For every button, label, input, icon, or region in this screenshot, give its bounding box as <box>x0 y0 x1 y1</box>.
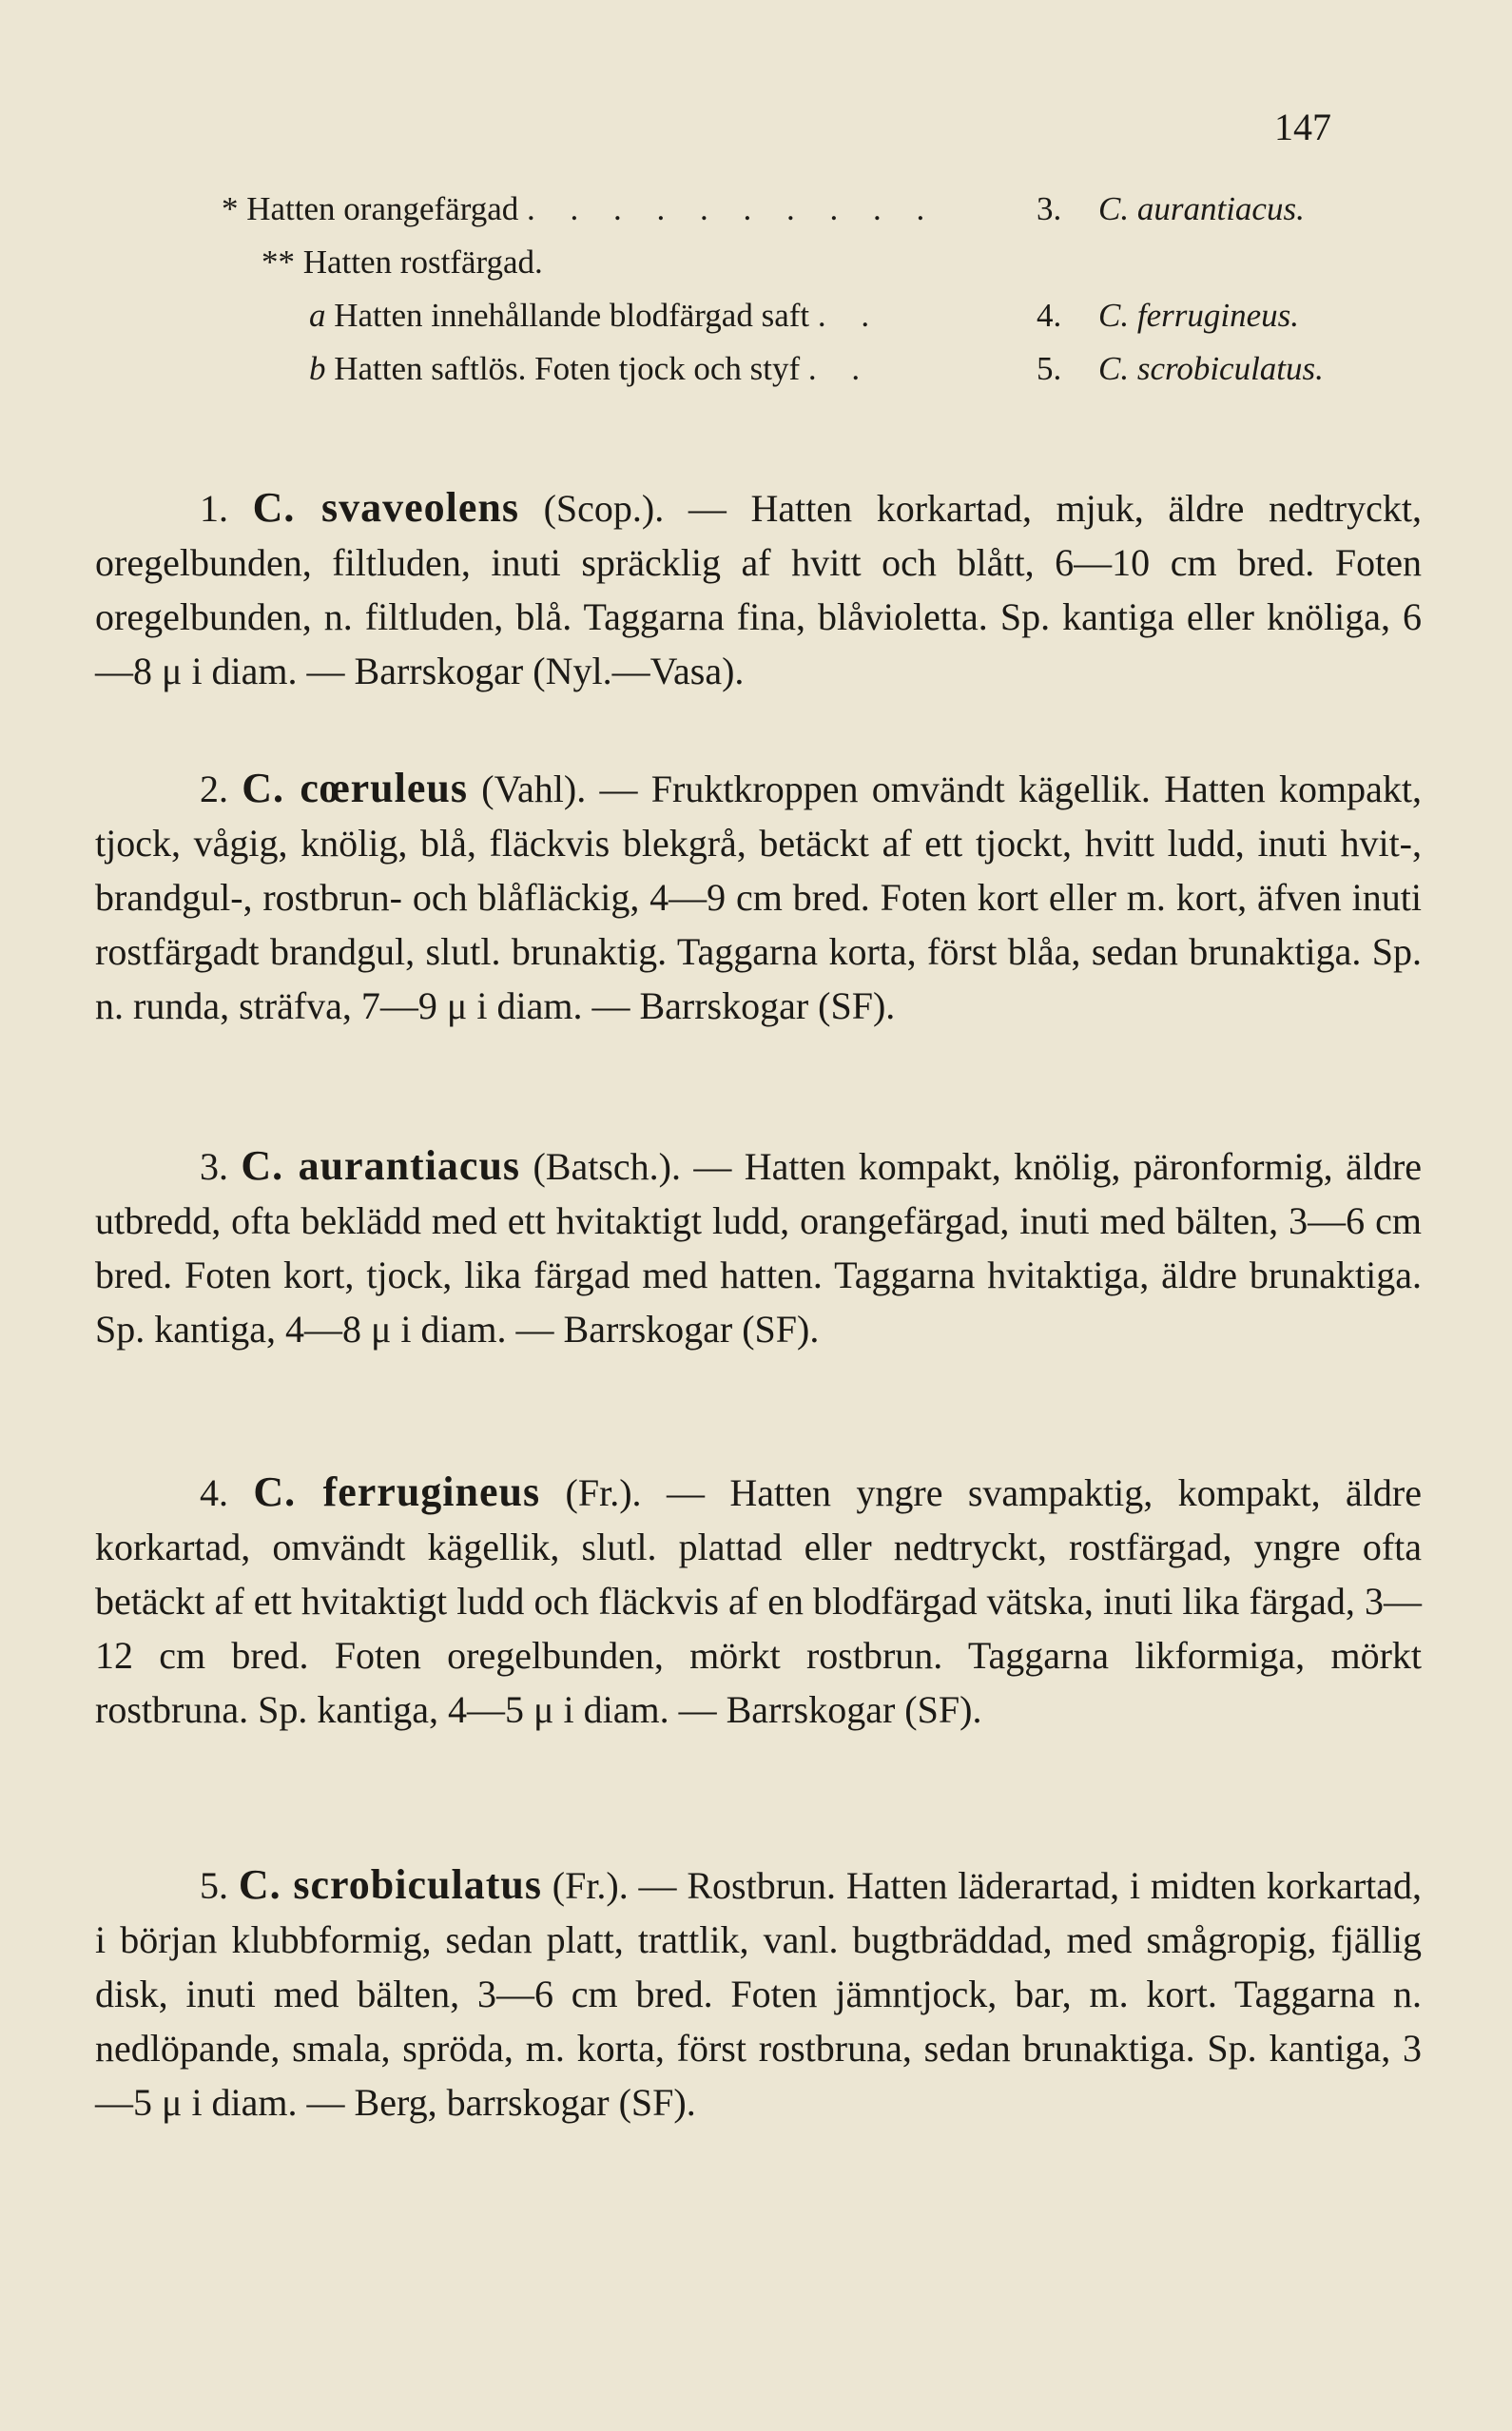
species-description: (Batsch.). — Hatten kompakt, knölig, päronformig, äldre utbredd, ofta beklädd med ett hvitaktigt ludd, orangefärgad, inuti med bälten, 3—6 cm bred. Foten kort, tjock, lika färgad med hatten. Taggarna hvitaktiga, äldre brunaktiga. Sp. kantiga, 4—8 μ i diam. — Barrskogar (SF). <box>95 1145 1423 1351</box>
species-name: C. ferrugineus <box>253 1468 541 1515</box>
key-number: 3. <box>1037 190 1062 227</box>
key-dots: . . <box>817 297 883 334</box>
key-marker: * <box>222 190 239 227</box>
species-entry <box>95 1138 1422 1356</box>
key-row <box>204 350 1384 403</box>
key-number: 5. <box>1037 350 1062 387</box>
species-number: 2. <box>200 768 228 810</box>
species-name: C. scrobiculatus <box>238 1861 542 1908</box>
species-description: (Scop.). — Hatten korkartad, mjuk, äldre nedtryckt, oregelbunden, filtluden, inuti spräcklig af hvitt och blått, 6—10 cm bred. Foten oregelbunden, n. filtluden, blå. Taggarna fina, blåvioletta. Sp. kantiga eller knöliga, 6—8 μ i diam. — Barrskogar (Nyl.—Vasa). <box>95 487 1422 692</box>
key-text: Hatten rostfärgad. <box>302 243 543 281</box>
key-text: Hatten innehållande blodfärgad saft <box>334 297 810 334</box>
key-marker: ** <box>262 243 295 281</box>
key-text: Hatten orangefärgad <box>246 190 519 227</box>
key-marker: b <box>309 350 326 387</box>
species-description: (Fr.). — Rostbrun. Hatten läderartad, i midten korkartad, i början klubbformig, sedan platt, trattlik, vanl. bugtbräddad, med smågropig, fjällig disk, inuti med bälten, 3—6 cm bred. Foten jämntjock, bar, m. kort. Taggarna n. nedlöpande, smala, spröda, m. korta, först rostbruna, sedan brunaktiga. Sp. kantiga, 3—5 μ i diam. — Berg, barrskogar (SF). <box>95 1864 1423 2124</box>
species-name: C. aurantiacus <box>241 1142 521 1189</box>
key-row <box>204 243 1384 297</box>
key-row <box>204 297 1384 350</box>
page-number: 147 <box>1274 106 1331 148</box>
key-species: C. aurantiacus. <box>1098 190 1305 227</box>
key-marker: a <box>309 297 326 334</box>
key-species: C. scrobiculatus. <box>1098 350 1324 387</box>
key-text: Hatten saftlös. Foten tjock och styf <box>334 350 801 387</box>
species-entry <box>95 1857 1422 2130</box>
key-species: C. ferrugineus. <box>1098 297 1299 334</box>
species-entry <box>95 1465 1422 1737</box>
key-number: 4. <box>1037 297 1062 334</box>
species-description: (Fr.). — Hatten yngre svampaktig, kompakt, äldre korkartad, omvändt kägellik, slutl. plattad eller nedtryckt, rostfärgad, yngre ofta betäckt af ett hvitaktigt ludd och fläckvis af en blodfärgad vätska, inuti lika färgad, 3—12 cm bred. Foten oregelbunden, mörkt rostbrun. Taggarna likformiga, mörkt rostbruna. Sp. kantiga, 4—5 μ i diam. — Barrskogar (SF). <box>95 1471 1422 1731</box>
species-number: 4. <box>200 1471 228 1514</box>
key-dots: . . <box>807 350 874 387</box>
species-description: (Vahl). — Fruktkroppen omvändt kägellik. Hatten kompakt, tjock, vågig, knölig, blå, fläckvis blekgrå, betäckt af ett tjockt, hvitt ludd, inuti hvit-, brandgul-, rostbrun- och blåfläckig, 4—9 cm bred. Foten kort eller m. kort, äfven inuti rostfärgadt brandgul, slutl. brunaktig. Taggarna korta, först blåa, sedan brunaktiga. Sp. n. runda, sträfva, 7—9 μ i diam. — Barrskogar (SF). <box>95 768 1423 1027</box>
identification-key <box>204 190 1384 403</box>
species-name: C. svaveolens <box>252 484 519 531</box>
species-number: 3. <box>200 1145 228 1188</box>
key-dots: . . . . . . . . . . <box>527 190 939 227</box>
species-entry <box>95 480 1422 698</box>
key-row <box>204 190 1384 243</box>
species-name: C. cœruleus <box>242 765 468 811</box>
species-number: 1. <box>200 487 228 530</box>
species-entry <box>95 761 1422 1033</box>
species-number: 5. <box>200 1864 228 1907</box>
